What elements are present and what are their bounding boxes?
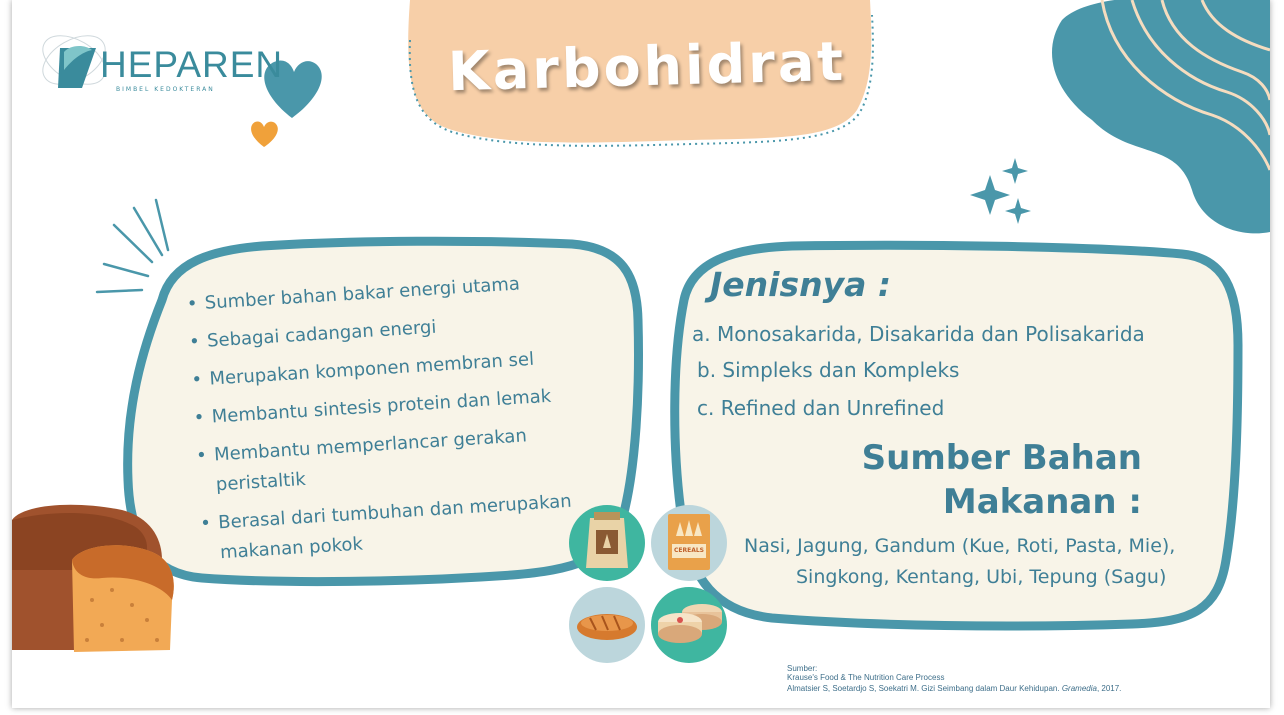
functions-list [184,264,621,577]
teal-blob-decoration [1052,0,1270,233]
sources-heading-line1: Sumber Bahan [861,438,1142,478]
list-item-text: Sebagai cadangan energi [206,316,437,352]
logo-subtitle: BIMBEL KEDOKTERAN [116,86,215,93]
cake-icon [651,587,727,663]
sources-heading-line2: Makanan : [942,482,1142,522]
cereal-box-label: CEREALS [673,547,704,554]
reference-publisher: Gramedia [1061,684,1097,693]
bread-roll-icon [569,587,645,663]
burst-lines-decoration [97,200,168,292]
reference-text: Almatsier S, Soetardjo S, Soekatri M. Gizi Seimbang dalam Daur Kehidupan. [787,684,1060,693]
bullet-icon: • [190,369,203,391]
reference-year: , 2017. [1096,684,1122,693]
bullet-icon: • [186,293,199,315]
list-item-text: Merupakan komponen membran sel [208,348,535,390]
bullet-icon: • [199,512,212,535]
sparkle-icon [970,158,1031,224]
bullet-icon: • [195,444,208,467]
type-item: b. Simpleks dan Kompleks [697,358,960,382]
slide [12,0,1270,708]
type-item: a. Monosakarida, Disakarida dan Polisakarida [692,322,1145,346]
small-heart-icon [251,121,278,147]
sources-heading [842,436,1142,524]
types-heading: Jenisnya : [710,265,892,304]
list-item-text: Sumber bahan bakar energi utama [204,273,521,314]
bullet-icon: • [188,331,201,353]
page-title: Karbohidrat [447,29,847,104]
type-item: c. Refined dan Unrefined [697,396,945,420]
bread-loaf-illustration [12,505,174,652]
reference-item [787,684,1121,693]
list-item-text: Membantu memperlancar gerakan peristaltik [213,425,528,496]
references-label: Sumber: [787,664,818,673]
reference-item: Krause's Food & The Nutrition Care Process [787,673,945,682]
bullet-icon: • [193,407,206,429]
list-item-text: Berasal dari tumbuhan dan merupakan makanan pokok [217,490,573,564]
sources-text-line2: Singkong, Kentang, Ubi, Tepung (Sagu) [796,566,1167,588]
cereal-box-icon [651,505,727,581]
logo-name: HEPAREN [100,44,284,85]
list-item-text: Membantu sintesis protein dan lemak [211,385,552,428]
sources-text-line1: Nasi, Jagung, Gandum (Kue, Roti, Pasta, Mie), [744,535,1176,557]
